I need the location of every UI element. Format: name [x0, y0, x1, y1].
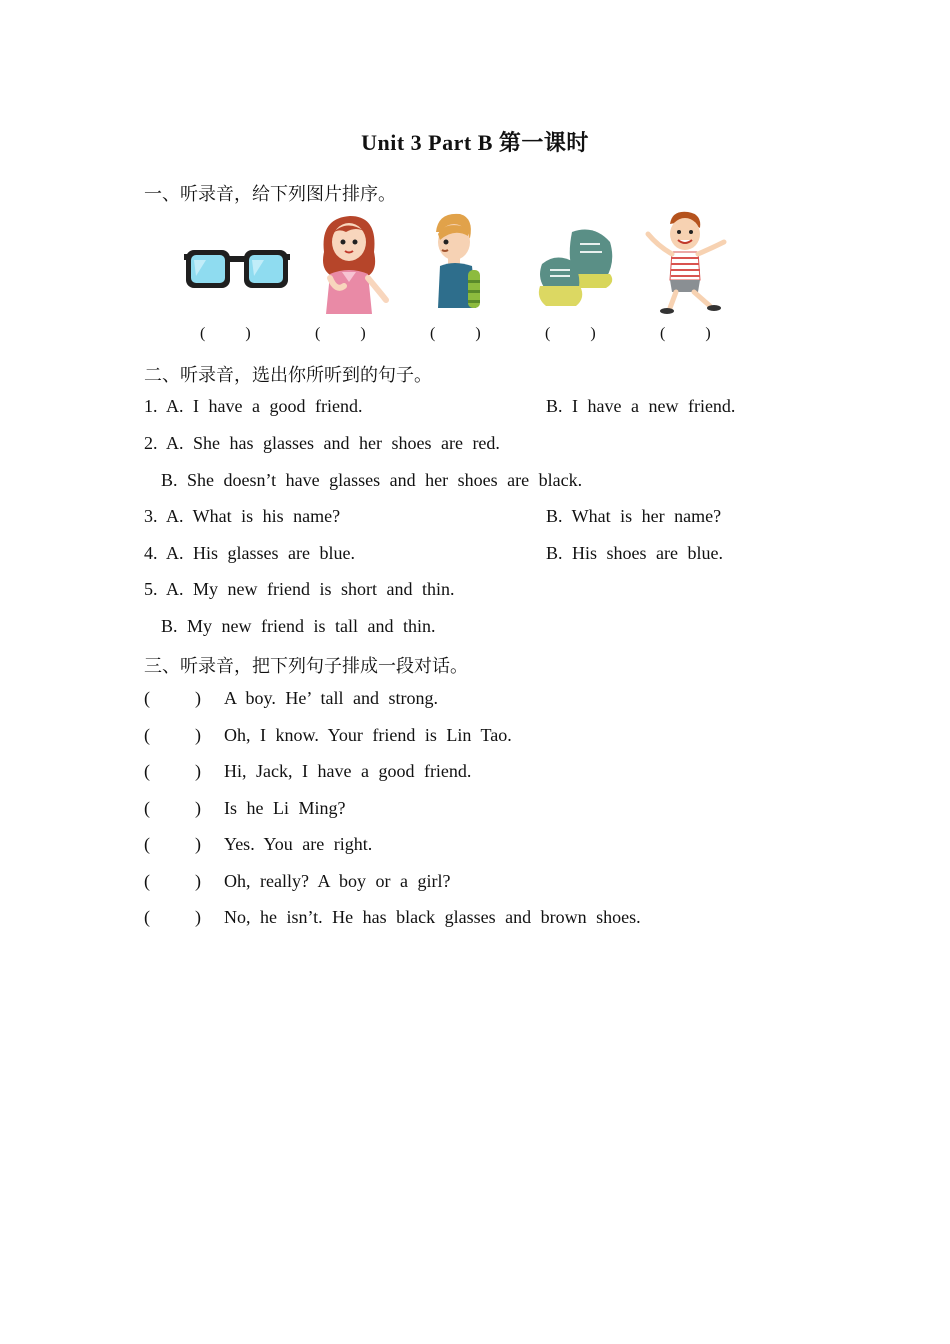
order-blank[interactable]: ( ) — [144, 761, 201, 781]
question-3-option-b: B. What is her name? — [546, 506, 722, 526]
question-2-option-a: 2. A. She has glasses and her shoes are red. — [144, 433, 500, 453]
picture-answer-blank[interactable]: ( ) — [660, 325, 711, 342]
order-blank[interactable]: ( ) — [144, 688, 201, 708]
shoes-icon — [536, 222, 618, 315]
section2-heading: 二、听录音，选出你所听到的句子。 — [144, 365, 432, 385]
order-blank[interactable]: ( ) — [144, 871, 201, 891]
running-boy-icon — [640, 210, 732, 321]
dialogue-line: No, he isn’t. He has black glasses and brown shoes. — [224, 907, 641, 927]
dialogue-line: Oh, I know. Your friend is Lin Tao. — [224, 725, 512, 745]
dialogue-line: A boy. He’ tall and strong. — [224, 688, 438, 708]
page-title: Unit 3 Part B 第一课时 — [361, 130, 589, 155]
picture-answer-blank[interactable]: ( ) — [545, 325, 596, 342]
question-5-option-b: B. My new friend is tall and thin. — [161, 616, 436, 636]
dialogue-line: Is he Li Ming? — [224, 798, 346, 818]
order-blank[interactable]: ( ) — [144, 798, 201, 818]
order-blank[interactable]: ( ) — [144, 725, 201, 745]
section3-heading: 三、听录音，把下列句子排成一段对话。 — [144, 656, 468, 676]
dialogue-line: Yes. You are right. — [224, 834, 373, 854]
question-3-option-a: 3. A. What is his name? — [144, 506, 341, 526]
question-2-option-b: B. She doesn’t have glasses and her shoes are black. — [161, 470, 583, 490]
dialogue-line: Oh, really? A boy or a girl? — [224, 871, 451, 891]
question-4-option-b: B. His shoes are blue. — [546, 543, 723, 563]
dialogue-line: Hi, Jack, I have a good friend. — [224, 761, 472, 781]
boy-side-icon — [420, 210, 486, 315]
question-1-option-a: 1. A. I have a good friend. — [144, 396, 363, 416]
picture-answer-blank[interactable]: ( ) — [200, 325, 251, 342]
sunglasses-icon — [184, 246, 290, 297]
order-blank[interactable]: ( ) — [144, 834, 201, 854]
order-blank[interactable]: ( ) — [144, 907, 201, 927]
section1-heading: 一、听录音，给下列图片排序。 — [144, 184, 396, 204]
question-5-option-a: 5. A. My new friend is short and thin. — [144, 579, 455, 599]
picture-answer-blank[interactable]: ( ) — [315, 325, 366, 342]
girl-icon — [316, 212, 390, 321]
question-1-option-b: B. I have a new friend. — [546, 396, 736, 416]
question-4-option-a: 4. A. His glasses are blue. — [144, 543, 355, 563]
picture-answer-blank[interactable]: ( ) — [430, 325, 481, 342]
